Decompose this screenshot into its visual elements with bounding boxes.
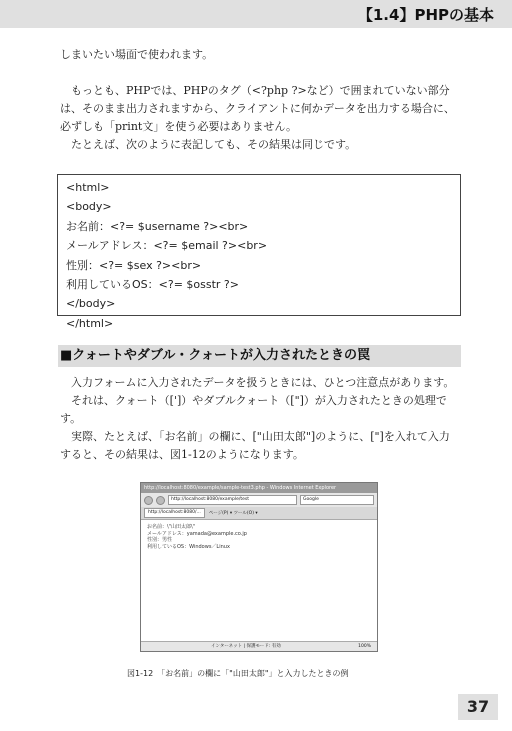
back-icon bbox=[144, 496, 153, 505]
result-line: メールアドレス：yamada@example.co.jp bbox=[147, 530, 247, 537]
status-zoom: 100% bbox=[358, 644, 371, 649]
code-line: お名前：<?= $username ?><br> bbox=[66, 219, 249, 233]
code-line: 利用しているOS：<?= $osstr ?> bbox=[66, 278, 239, 292]
browser-tools: ページ(P) ▾ ツール(O) ▾ bbox=[208, 511, 258, 516]
browser-screenshot bbox=[140, 482, 378, 652]
paragraph: 実際、たとえば、「お名前」の欄に、["山田太郎"]のように、["]を入れて入力すると、その結果は、図1-12のようになります。 bbox=[60, 430, 450, 461]
search-field: Google bbox=[300, 495, 374, 505]
browser-tab: http://localhost:8080/... bbox=[144, 508, 205, 518]
paragraph: 入力フォームに入力されたデータを扱うときには、ひとつ注意点があります。 bbox=[60, 376, 455, 389]
paragraph: しまいたい場面で使われます。 bbox=[60, 48, 214, 61]
result-line: 性別：男性 bbox=[147, 537, 173, 543]
code-line: </html> bbox=[66, 316, 114, 330]
url-field: http://localhost:8080/example/test bbox=[168, 495, 297, 505]
browser-content bbox=[141, 520, 377, 634]
code-line: </body> bbox=[66, 297, 116, 311]
browser-status-bar bbox=[141, 641, 377, 651]
chapter-title: 【1.4】PHPの基本 bbox=[357, 6, 494, 24]
paragraph: たとえば、次のように表記しても、その結果は同じです。 bbox=[60, 138, 357, 151]
code-line: <body> bbox=[66, 200, 112, 214]
paragraph: それは、クォート（[']）やダブルクォート（["]）が入力されたときの処理です。 bbox=[60, 394, 447, 425]
result-line: お名前：\"山田太郎\" bbox=[147, 524, 195, 530]
figure-caption: 図1-12 「お名前」の欄に「"山田太郎"」と入力したときの例 bbox=[127, 669, 349, 678]
browser-address-bar bbox=[141, 493, 377, 507]
code-line: メールアドレス：<?= $email ?><br> bbox=[66, 239, 268, 253]
result-line: 利用しているOS：Windows／Linux bbox=[147, 543, 230, 550]
paragraph: もっとも、PHPでは、PHPのタグ（<?php ?>など）で囲まれていない部分は、そのまま出力されますから、クライアントに何かデータを出力する場合に、必ずしも「print文」を使う必要はありません。 bbox=[60, 84, 455, 133]
code-block bbox=[57, 174, 461, 330]
browser-title-bar: http://localhost:8080/example/sample-test3.php - Windows Internet Explorer bbox=[141, 483, 377, 493]
section-heading: ■クォートやダブル・クォートが入力されたときの罠 bbox=[58, 345, 461, 367]
code-line: <html> bbox=[66, 181, 110, 194]
browser-tab-bar bbox=[141, 507, 377, 520]
code-line: 性別：<?= $sex ?><br> bbox=[66, 258, 202, 272]
status-zone: インターネット | 保護モード: 有効 bbox=[211, 644, 281, 649]
page-number: 37 bbox=[458, 694, 498, 720]
forward-icon bbox=[156, 496, 165, 505]
